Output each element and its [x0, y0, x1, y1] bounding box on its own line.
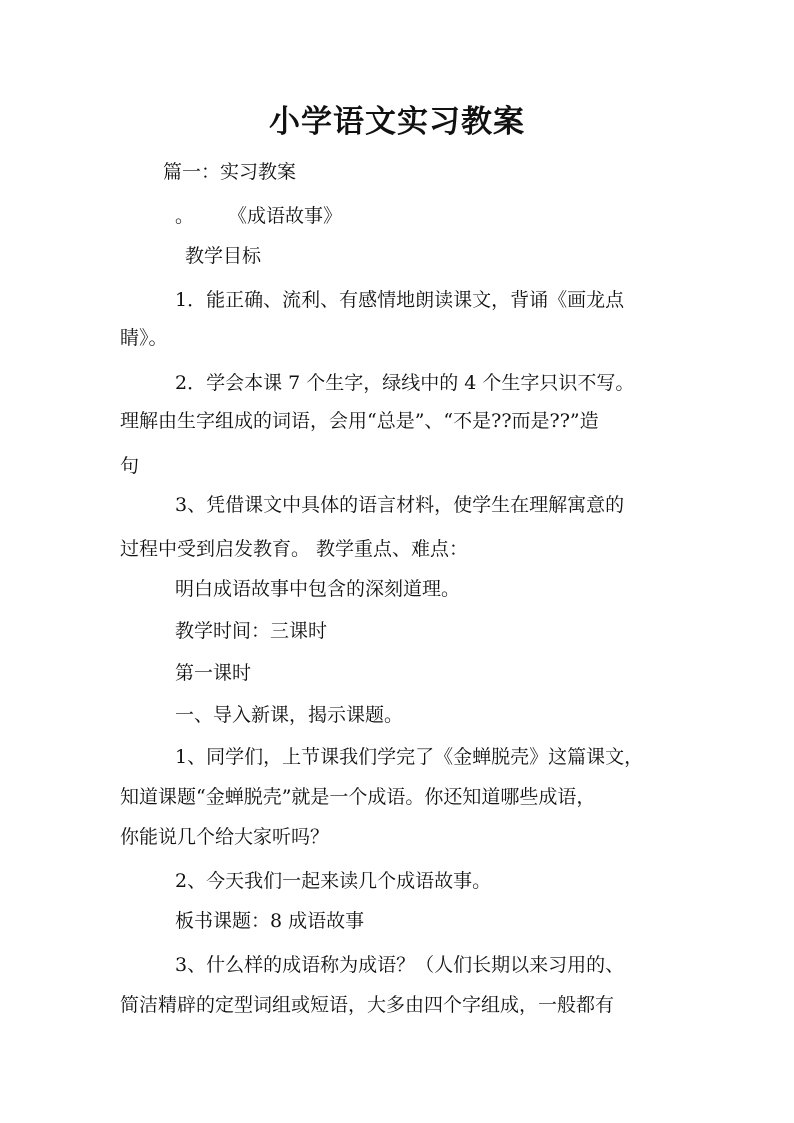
text-line: 板书课题：8 成语故事: [175, 910, 365, 932]
text-line: 1．能正确、流利、有感情地朗读课文，背诵《画龙点: [175, 289, 625, 311]
text-line: 2、今天我们一起来读几个成语故事。: [175, 870, 492, 892]
text-line: 你能说几个给大家听吗？: [120, 826, 330, 848]
text-line: 篇一：实习教案: [163, 161, 297, 183]
section-heading: 教学目标: [185, 245, 262, 267]
text-line: 3、凭借课文中具体的语言材料，使学生在理解寓意的: [175, 494, 625, 516]
text-line: 。: [175, 205, 195, 227]
text-line: 睛》。: [120, 327, 168, 349]
text-line: 3、什么样的成语称为成语？（人们长期以来习用的、: [175, 954, 625, 976]
text-line: 明白成语故事中包含的深刻道理。: [175, 578, 461, 600]
text-line: 1、同学们，上节课我们学完了《金蝉脱壳》这篇课文，: [175, 746, 644, 768]
text-line: 2．学会本课 7 个生字，绿线中的 4 个生字只识不写。: [175, 372, 635, 394]
text-line: 第一课时: [175, 662, 252, 684]
document-title: 小学语文实习教案: [269, 104, 525, 140]
text-line: 简洁精辟的定型词组或短语，大多由四个字组成，一般都有: [120, 994, 615, 1016]
text-line: 教学时间：三课时: [175, 620, 328, 642]
text-line: 理解由生字组成的词语，会用“总是”、“不是??而是??”造: [120, 410, 599, 432]
text-line: 过程中受到启发教育。 教学重点、难点：: [120, 538, 469, 560]
text-line: 一、导入新课，揭示课题。: [175, 704, 404, 726]
text-line: 知道课题“金蝉脱壳”就是一个成语。你还知道哪些成语，: [120, 786, 596, 808]
text-line: 句: [120, 455, 140, 477]
text-line: 《成语故事》: [228, 205, 343, 227]
